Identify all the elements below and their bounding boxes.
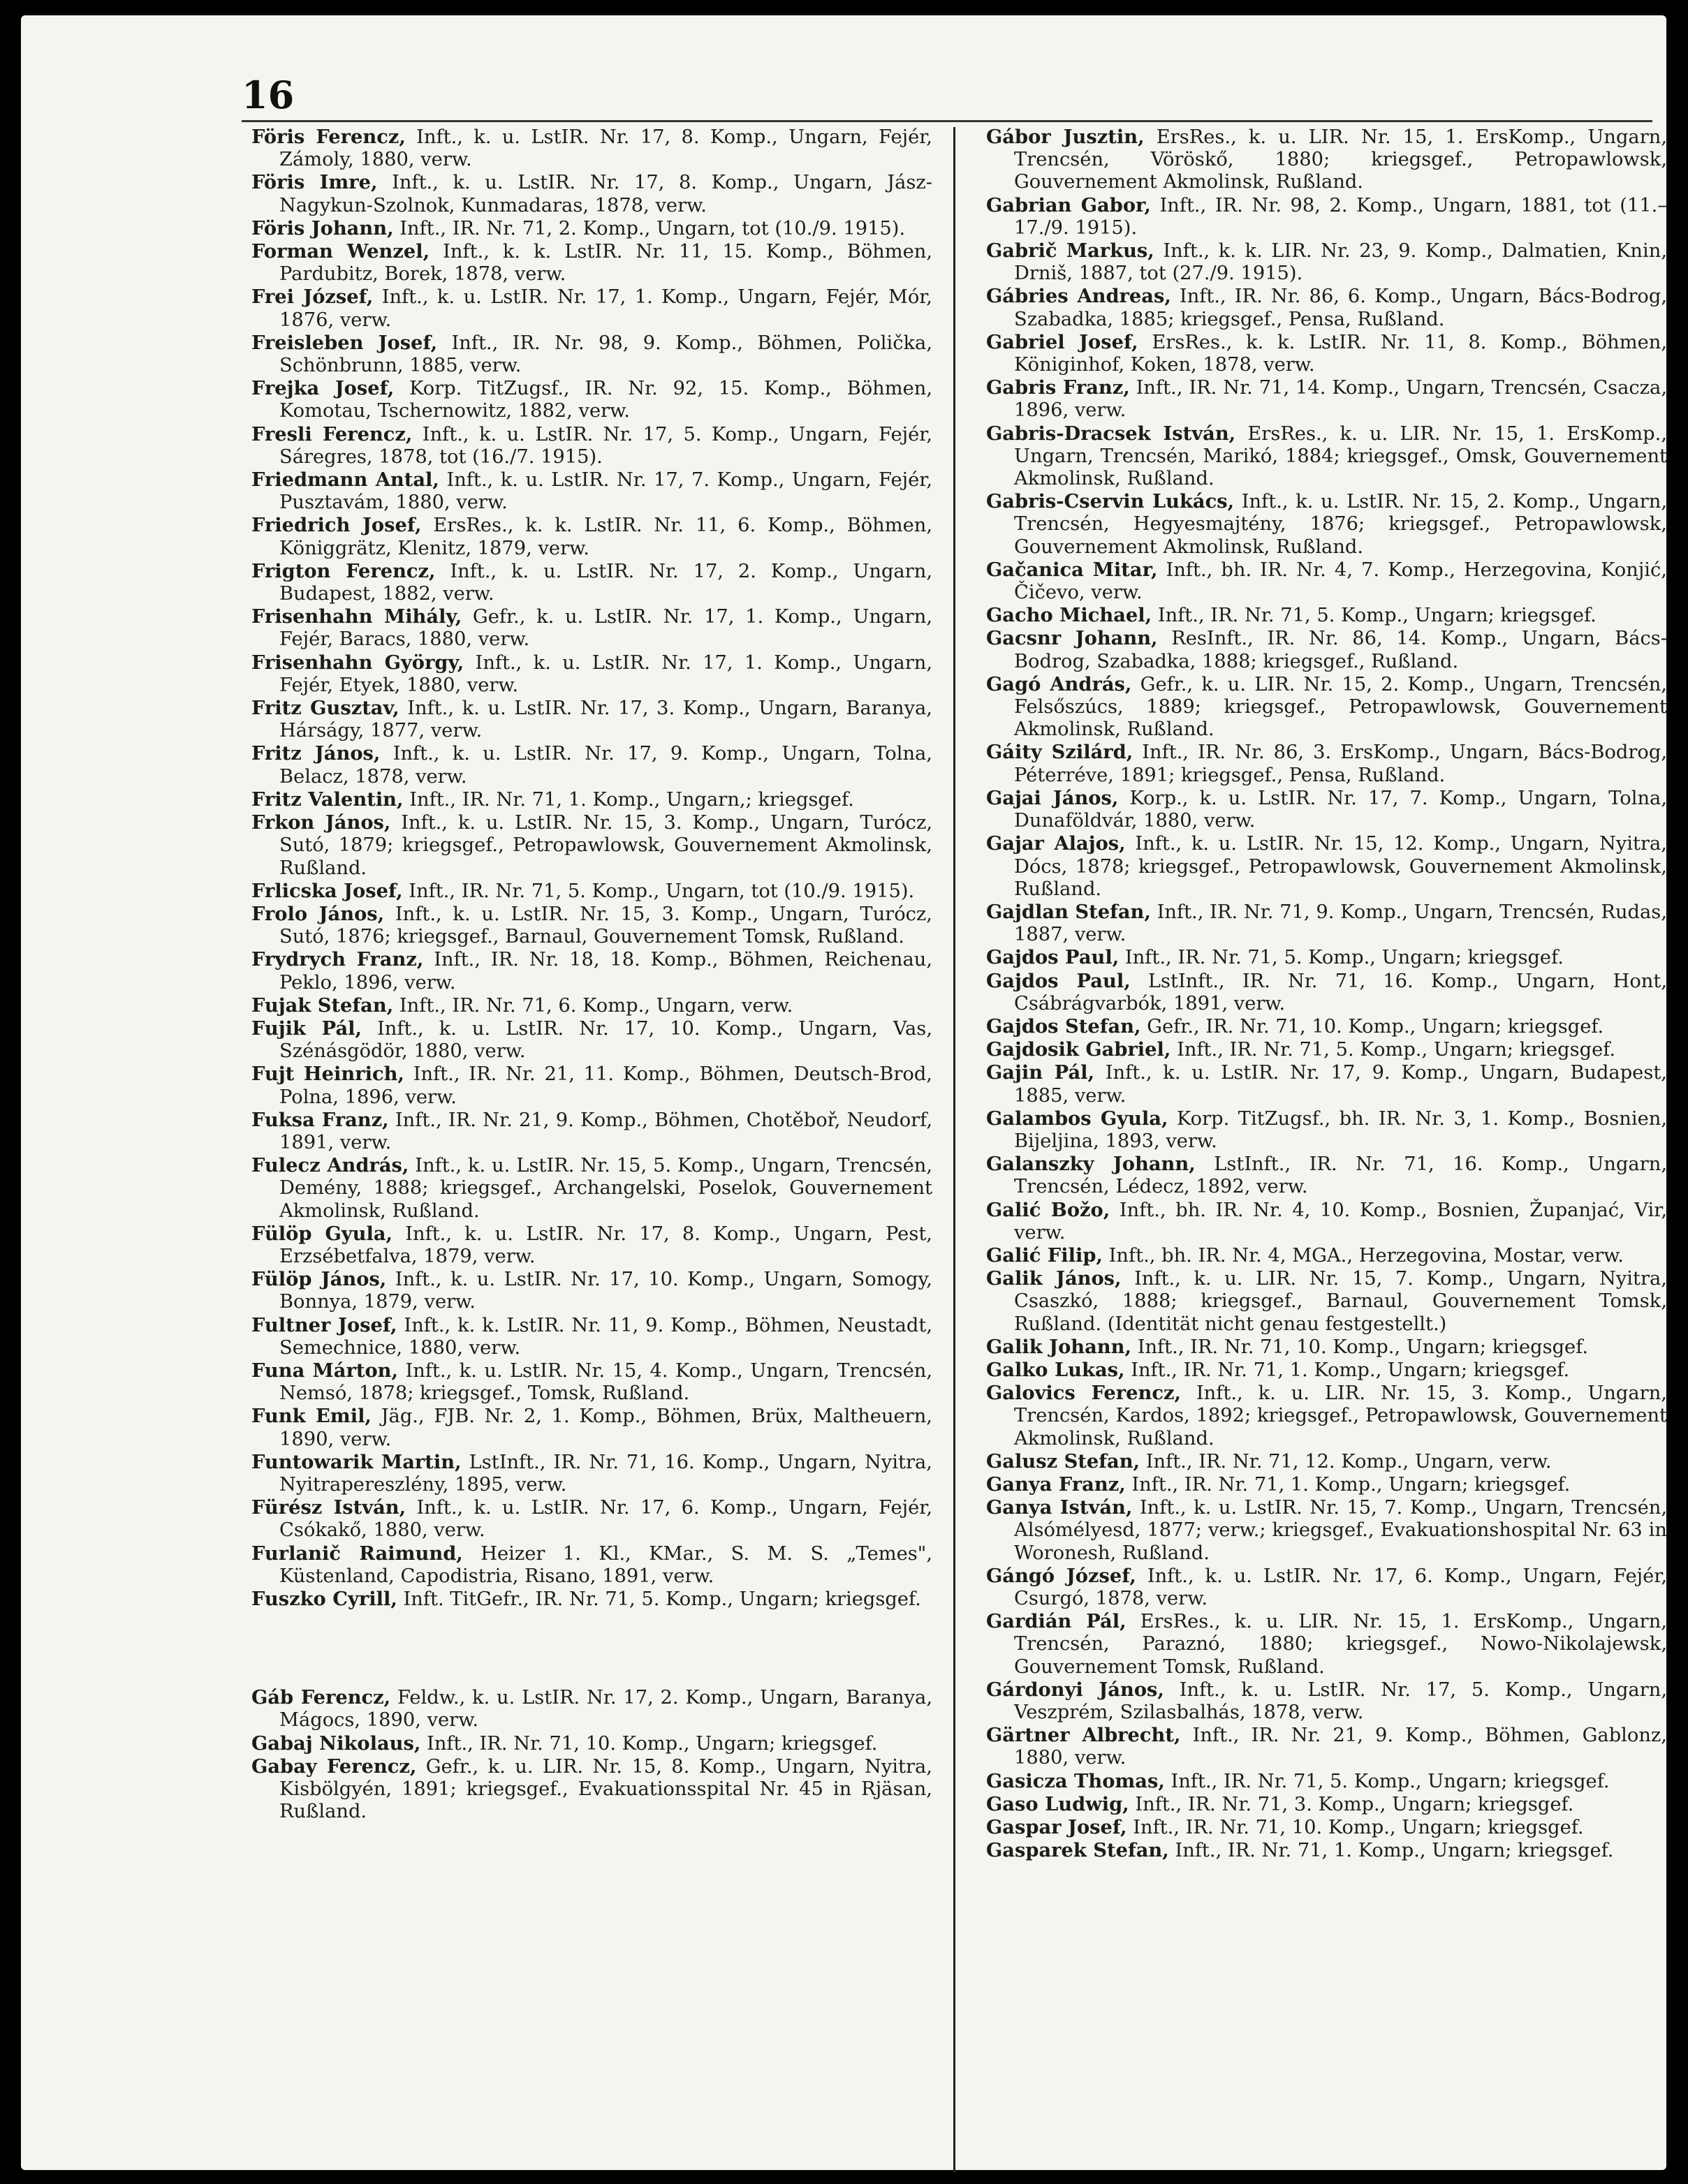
- entry-name: Galovics Ferencz,: [986, 1382, 1181, 1405]
- list-entry: [251, 1359, 932, 1405]
- entry-name: Gajdosik Gabriel,: [986, 1038, 1171, 1061]
- entry-details: Inft., k. u. LstIR. Nr. 17, 8. Komp., Ungarn, Fejér, Zámoly, 1880, verw.: [279, 126, 932, 171]
- entry-name: Gabrič Markus,: [986, 239, 1154, 263]
- entry-name: Gabrian Gabor,: [986, 193, 1151, 216]
- entry-details: Inft., IR. Nr. 71, 1. Komp., Ungarn; kriegsgef.: [1125, 1473, 1571, 1496]
- entry-details: Inft., k. u. LIR. Nr. 15, 3. Komp., Ungarn, Trencsén, Kardos, 1892; kriegsgef., Petropawlowsk, Gouvernement Akmolinsk, Rußland.: [1014, 1382, 1667, 1449]
- entry-name: Funa Márton,: [251, 1359, 398, 1382]
- entry-name: Gáb Ferencz,: [251, 1686, 391, 1709]
- entry-name: Galanszky Johann,: [986, 1153, 1196, 1176]
- entry-details: Gefr., k. u. LstIR. Nr. 17, 1. Komp., Ungarn, Fejér, Baracs, 1880, verw.: [279, 606, 932, 651]
- list-entry: [251, 1405, 932, 1450]
- entry-details: Inft., k. u. LstIR. Nr. 17, 1. Komp., Ungarn, Fejér, Etyek, 1880, verw.: [279, 651, 933, 696]
- entry-details: Inft., k. k. LstIR. Nr. 11, 15. Komp., Böhmen, Pardubitz, Borek, 1878, verw.: [279, 241, 933, 286]
- entry-name: Fuszko Cyrill,: [251, 1588, 397, 1610]
- list-entry: [251, 1017, 932, 1063]
- entry-details: Inft., IR. Nr. 71, 5. Komp., Ungarn; kriegsgef.: [1152, 605, 1597, 627]
- list-entry: [986, 1610, 1667, 1678]
- list-entry: [251, 811, 932, 880]
- entry-details: LstInft., IR. Nr. 71, 16. Komp., Ungarn, Nyitra, Nyitrapereszlény, 1895, verw.: [279, 1451, 932, 1496]
- entry-details: Inft., k. u. LstIR. Nr. 17, 3. Komp., Ungarn, Baranya, Hárságy, 1877, verw.: [279, 698, 932, 742]
- list-entry: [251, 1755, 932, 1824]
- list-entry: [986, 1107, 1667, 1153]
- entry-details: Inft., k. u. LstIR. Nr. 17, 7. Komp., Ungarn, Fejér, Pusztavám, 1880, verw.: [279, 469, 932, 514]
- list-entry: [251, 994, 932, 1017]
- list-entry: [251, 1223, 932, 1268]
- entry-details: ErsRes., k. u. LIR. Nr. 15, 1. ErsKomp., Ungarn, Trencsén, Paraznó, 1880; kriegsgef., Nowo-Nikolajewsk, Gouvernement Tomsk, Rußland.: [1014, 1611, 1667, 1678]
- entry-name: Fürész István,: [251, 1496, 406, 1519]
- entry-details: Feldw., k. u. LstIR. Nr. 17, 2. Komp., Ungarn, Baranya, Mágocs, 1890, verw.: [279, 1687, 933, 1732]
- list-entry: [986, 832, 1667, 901]
- entry-name: Fritz Gusztav,: [251, 697, 399, 720]
- entry-name: Frejka Josef,: [251, 377, 395, 400]
- entry-name: Ganya Franz,: [986, 1473, 1126, 1496]
- entry-name: Galambos Gyula,: [986, 1107, 1168, 1130]
- column-divider: [953, 127, 955, 2173]
- list-entry: [986, 1839, 1667, 1862]
- list-entry: [251, 1268, 932, 1313]
- entry-details: Inft., k. u. LstIR. Nr. 15, 4. Komp., Ungarn, Trencsén, Nemsó, 1878; kriegsgef., Tomsk, Rußland.: [279, 1359, 933, 1405]
- entry-name: Gaso Ludwig,: [986, 1792, 1129, 1815]
- list-entry: [986, 1678, 1667, 1724]
- entry-name: Galik János,: [986, 1267, 1122, 1290]
- list-entry: [251, 171, 932, 216]
- entry-name: Fujak Stefan,: [251, 994, 394, 1017]
- header-rule: [242, 120, 1652, 122]
- entry-details: ErsRes., k. u. LIR. Nr. 15, 1. ErsKomp., Ungarn, Trencsén, Vöröskő, 1880; kriegsgef., Petropawlowsk, Gouvernement Akmolinsk, Rußland.: [1014, 126, 1667, 193]
- list-entry: [986, 673, 1667, 741]
- list-entry: [986, 1061, 1667, 1107]
- entry-details: Inft., k. u. LstIR. Nr. 17, 6. Komp., Ungarn, Fejér, Csókakő, 1880, verw.: [279, 1497, 932, 1542]
- entry-details: Inft., k. u. LstIR. Nr. 17, 9. Komp., Ungarn, Budapest, 1885, verw.: [1014, 1062, 1667, 1107]
- entry-details: ErsRes., k. k. LstIR. Nr. 11, 6. Komp., Böhmen, Königgrätz, Klenitz, 1879, verw.: [279, 515, 932, 559]
- entry-details: Inft., k. k. LstIR. Nr. 11, 9. Komp., Böhmen, Neustadt, Semechnice, 1880, verw.: [279, 1314, 933, 1359]
- list-entry: [986, 126, 1667, 194]
- list-entry: [986, 604, 1667, 627]
- entry-name: Gajar Alajos,: [986, 832, 1126, 855]
- entry-name: Fulecz András,: [251, 1154, 409, 1177]
- list-entry: [986, 331, 1667, 376]
- entry-name: Galusz Stefan,: [986, 1449, 1140, 1473]
- left-entry-list-g: [251, 1686, 932, 1823]
- entry-name: Gasicza Thomas,: [986, 1769, 1165, 1792]
- list-entry: [251, 1063, 932, 1108]
- entry-name: Fülöp Gyula,: [251, 1222, 393, 1245]
- entry-details: ErsRes., k. k. LstIR. Nr. 11, 8. Komp., Böhmen, Königinhof, Koken, 1878, verw.: [1014, 331, 1667, 376]
- entry-name: Friedmann Antal,: [251, 468, 439, 492]
- entry-details: Inft., k. u. LstIR. Nr. 15, 2. Komp., Ungarn, Trencsén, Hegyesmajtény, 1876; kriegsgef., Petropawlowsk, Gouvernement Akmolinsk, Rußland.: [1014, 491, 1668, 558]
- entry-details: Inft., IR. Nr. 18, 18. Komp., Böhmen, Reichenau, Peklo, 1896, verw.: [279, 949, 932, 994]
- entry-name: Frydrych Franz,: [251, 948, 424, 971]
- list-entry: [251, 377, 932, 422]
- list-entry: [986, 901, 1667, 946]
- entry-name: Freisleben Josef,: [251, 331, 438, 354]
- list-entry: [986, 1565, 1667, 1610]
- entry-details: Korp. TitZugsf., bh. IR. Nr. 3, 1. Komp., Bosnien, Bijeljina, 1893, verw.: [1014, 1107, 1668, 1152]
- list-entry: [986, 741, 1667, 786]
- entry-details: Inft., IR. Nr. 71, 1. Komp., Ungarn; kriegsgef.: [1124, 1359, 1570, 1381]
- entry-details: Gefr., k. u. LIR. Nr. 15, 2. Komp., Ungarn, Trencsén, Felsőszúcs, 1889; kriegsgef., Petropawlowsk, Gouvernement Akmolinsk, Rußland.: [1014, 673, 1667, 741]
- entry-name: Gagó András,: [986, 672, 1132, 695]
- entry-details: Inft., IR. Nr. 71, 10. Komp., Ungarn; kriegsgef.: [1131, 1336, 1589, 1358]
- list-entry: [251, 1314, 932, 1359]
- entry-name: Föris Johann,: [251, 216, 394, 239]
- list-entry: [251, 697, 932, 742]
- list-entry: [251, 651, 932, 697]
- entry-details: Inft., IR. Nr. 71, 12. Komp., Ungarn, verw.: [1140, 1450, 1552, 1473]
- entry-details: Inft., IR. Nr. 71, 9. Komp., Ungarn, Trencsén, Rudas, 1887, verw.: [1014, 901, 1667, 946]
- list-entry: [986, 627, 1667, 672]
- list-entry: [986, 970, 1667, 1015]
- entry-name: Fritz Valentin,: [251, 788, 404, 811]
- entry-details: Inft., k. u. LstIR. Nr. 17, 6. Komp., Ungarn, Fejér, Csurgó, 1878, verw.: [1014, 1565, 1667, 1609]
- entry-name: Gacsnr Johann,: [986, 627, 1158, 650]
- entry-details: Inft., k. u. LstIR. Nr. 15, 5. Komp., Ungarn, Trencsén, Demény, 1888; kriegsgef., Archangelski, Poselok, Gouvernement Akmolinsk, Rußland.: [279, 1155, 932, 1222]
- entry-details: Jäg., FJB. Nr. 2, 1. Komp., Böhmen, Brüx, Maltheuern, 1890, verw.: [279, 1405, 932, 1450]
- entry-name: Gángó József,: [986, 1564, 1136, 1587]
- entry-name: Gáity Szilárd,: [986, 741, 1133, 764]
- list-entry: [986, 1359, 1667, 1382]
- entry-name: Fresli Ferencz,: [251, 422, 413, 445]
- entry-name: Gardián Pál,: [986, 1610, 1126, 1633]
- entry-details: Inft., k. u. LstIR. Nr. 15, 3. Komp., Ungarn, Turócz, Sutó, 1876; kriegsgef., Barnaul, Gouvernement Tomsk, Rußland.: [279, 903, 932, 948]
- page-number: 16: [242, 73, 295, 117]
- entry-name: Frigton Ferencz,: [251, 559, 436, 582]
- entry-details: Inft., IR. Nr. 21, 9. Komp., Böhmen, Gablonz, 1880, verw.: [1014, 1725, 1667, 1769]
- entry-details: Inft., IR. Nr. 86, 6. Komp., Ungarn, Bács-Bodrog, Szabadka, 1885; kriegsgef., Pensa, Rußland.: [1014, 286, 1668, 330]
- list-entry: [251, 948, 932, 994]
- entry-name: Gajai János,: [986, 786, 1119, 809]
- entry-details: Inft., k. u. LstIR. Nr. 15, 3. Komp., Ungarn, Turócz, Sutó, 1879; kriegsgef., Petropawlowsk, Gouvernement Akmolinsk, Rußland.: [279, 812, 933, 879]
- list-entry: [986, 1793, 1667, 1816]
- entry-name: Gabris Franz,: [986, 376, 1130, 399]
- entry-details: Inft., IR. Nr. 71, 5. Komp., Ungarn, tot (10./9. 1915).: [402, 880, 915, 902]
- list-entry: [251, 880, 932, 903]
- entry-name: Gajdos Paul,: [986, 969, 1131, 992]
- entry-details: Inft., IR. Nr. 98, 2. Komp., Ungarn, 1881, tot (11.–17./9. 1915).: [1014, 194, 1667, 239]
- list-entry: [986, 1038, 1667, 1061]
- entry-details: Inft., k. u. LstIR. Nr. 17, 5. Komp., Ungarn, Veszprém, Szilasbalhás, 1878, verw.: [1014, 1678, 1668, 1724]
- list-entry: [251, 742, 932, 788]
- list-entry: [986, 1199, 1667, 1244]
- list-entry: [251, 605, 932, 651]
- entry-name: Funtowarik Martin,: [251, 1450, 462, 1473]
- entry-details: Inft., k. k. LIR. Nr. 23, 9. Komp., Dalmatien, Knin, Drniš, 1887, tot (27./9. 1915).: [1014, 240, 1667, 285]
- entry-name: Furlanič Raimund,: [251, 1542, 463, 1565]
- entry-details: LstInft., IR. Nr. 71, 16. Komp., Ungarn, Hont, Csábrágvarbók, 1891, verw.: [1014, 970, 1667, 1014]
- list-entry: [986, 1336, 1667, 1359]
- entry-details: Inft., IR. Nr. 21, 11. Komp., Böhmen, Deutsch-Brod, Polna, 1896, verw.: [279, 1063, 932, 1108]
- entry-name: Frkon János,: [251, 811, 391, 834]
- entry-details: Inft., IR. Nr. 21, 9. Komp., Böhmen, Chotěboř, Neudorf, 1891, verw.: [279, 1109, 932, 1153]
- entry-details: Inft., IR. Nr. 71, 1. Komp., Ungarn; kriegsgef.: [1168, 1840, 1614, 1862]
- section-gap: [251, 1611, 932, 1686]
- entry-name: Gärtner Albrecht,: [986, 1724, 1181, 1747]
- list-entry: [251, 240, 932, 286]
- entry-details: Inft., IR. Nr. 71, 3. Komp., Ungarn; kriegsgef.: [1129, 1793, 1574, 1815]
- entry-details: LstInft., IR. Nr. 71, 16. Komp., Ungarn, Trencsén, Lédecz, 1892, verw.: [1014, 1153, 1667, 1198]
- entry-details: Gefr., k. u. LIR. Nr. 15, 8. Komp., Ungarn, Nyitra, Kisbölgyén, 1891; kriegsgef., Evakuationsspital Nr. 45 in Rjäsan, Rußland.: [279, 1755, 932, 1823]
- entry-details: Inft., k. u. LstIR. Nr. 17, 8. Komp., Ungarn, Pest, Erzsébetfalva, 1879, verw.: [279, 1223, 932, 1267]
- list-entry: [251, 1732, 932, 1755]
- entry-name: Gajdlan Stefan,: [986, 900, 1151, 923]
- entry-details: Inft., k. u. LstIR. Nr. 17, 8. Komp., Ungarn, Jász-Nagykun-Szolnok, Kunmadaras, 1878, verw.: [279, 172, 932, 216]
- list-entry: [986, 285, 1667, 330]
- list-entry: [986, 1015, 1667, 1038]
- entry-details: Inft., k. u. LstIR. Nr. 15, 7. Komp., Ungarn, Trencsén, Alsómélyesd, 1877; verw.; kriegsgef., Evakuationshospital Nr. 63 in Woronesh, Rußland.: [1014, 1497, 1668, 1564]
- list-entry: [251, 903, 932, 948]
- list-entry: [986, 376, 1667, 422]
- entry-details: Inft., IR. Nr. 71, 14. Komp., Ungarn, Trencsén, Csacza, 1896, verw.: [1014, 377, 1667, 422]
- list-entry: [251, 126, 932, 171]
- entry-details: Inft., bh. IR. Nr. 4, MGA., Herzegovina, Mostar, verw.: [1102, 1244, 1624, 1267]
- entry-details: Inft., bh. IR. Nr. 4, 10. Komp., Bosnien, Županjać, Vir, verw.: [1014, 1199, 1667, 1244]
- list-entry: [251, 1542, 932, 1588]
- entry-details: Inft., IR. Nr. 71, 2. Komp., Ungarn, tot (10./9. 1915).: [393, 217, 906, 239]
- entry-name: Gárdonyi János,: [986, 1678, 1164, 1701]
- entry-details: Inft., IR. Nr. 71, 5. Komp., Ungarn; kriegsgef.: [1170, 1039, 1616, 1061]
- entry-details: Inft., k. u. LIR. Nr. 15, 7. Komp., Ungarn, Nyitra, Csaszkó, 1888; kriegsgef., Barnaul, Gouvernement Tomsk, Rußland. (Identität nicht genau festgestellt.): [1014, 1268, 1667, 1335]
- entry-name: Gabris-Dracsek István,: [986, 422, 1236, 445]
- list-entry: [251, 514, 932, 559]
- entry-name: Gajdos Paul,: [986, 946, 1120, 969]
- list-entry: [986, 1724, 1667, 1769]
- entry-details: Inft., bh. IR. Nr. 4, 7. Komp., Herzegovina, Konjić, Čičevo, verw.: [1014, 559, 1667, 604]
- entry-name: Funk Emil,: [251, 1405, 372, 1428]
- list-entry: [251, 332, 932, 377]
- entry-name: Gabriel Josef,: [986, 330, 1138, 353]
- list-entry: [986, 559, 1667, 604]
- list-entry: [986, 1450, 1667, 1473]
- entry-details: Korp., k. u. LstIR. Nr. 17, 7. Komp., Ungarn, Tolna, Dunaföldvár, 1880, verw.: [1014, 787, 1668, 832]
- right-column: [986, 126, 1667, 1862]
- list-entry: [251, 468, 932, 514]
- entry-name: Gabaj Nikolaus,: [251, 1732, 421, 1755]
- document-page: [21, 15, 1666, 2170]
- entry-details: Heizer 1. Kl., KMar., S. M. S. „Temes", Küstenland, Capodistria, Risano, 1891, verw.: [279, 1542, 932, 1587]
- entry-name: Ganya István,: [986, 1496, 1133, 1519]
- entry-name: Gabay Ferencz,: [251, 1755, 417, 1778]
- list-entry: [986, 1770, 1667, 1793]
- entry-details: Inft., k. u. LstIR. Nr. 17, 5. Komp., Ungarn, Fejér, Sáregres, 1878, tot (16./7. 1915).: [279, 423, 933, 468]
- entry-name: Frlicska Josef,: [251, 879, 403, 902]
- right-entry-list: [986, 126, 1667, 1862]
- list-entry: [986, 422, 1667, 491]
- list-entry: [986, 1267, 1667, 1336]
- list-entry: [251, 1109, 932, 1154]
- entry-name: Galić Božo,: [986, 1198, 1110, 1221]
- entry-name: Gacho Michael,: [986, 604, 1152, 627]
- entry-details: Gefr., IR. Nr. 71, 10. Komp., Ungarn; kriegsgef.: [1140, 1015, 1604, 1038]
- left-entry-list: [251, 126, 932, 1611]
- entry-name: Frisenhahn György,: [251, 651, 464, 674]
- list-entry: [986, 946, 1667, 969]
- entry-name: Gaspar Josef,: [986, 1816, 1127, 1839]
- entry-details: Inft. TitGefr., IR. Nr. 71, 5. Komp., Ungarn; kriegsgef.: [397, 1588, 921, 1610]
- entry-details: Inft., IR. Nr. 71, 6. Komp., Ungarn, verw.: [393, 994, 793, 1017]
- entry-details: ErsRes., k. u. LIR. Nr. 15, 1. ErsKomp., Ungarn, Trencsén, Marikó, 1884; kriegsgef., Omsk, Gouvernement Akmolinsk, Rußland.: [1014, 422, 1667, 490]
- entry-name: Fultner Josef,: [251, 1313, 397, 1336]
- entry-details: Inft., IR. Nr. 71, 5. Komp., Ungarn; kriegsgef.: [1119, 947, 1564, 969]
- entry-name: Gabris-Cservin Lukács,: [986, 490, 1235, 513]
- entry-name: Fujt Heinrich,: [251, 1063, 404, 1086]
- entry-name: Gábor Jusztin,: [986, 126, 1145, 148]
- entry-name: Galić Filip,: [986, 1244, 1103, 1267]
- entry-name: Föris Ferencz,: [251, 126, 406, 148]
- entry-name: Gajin Pál,: [986, 1061, 1095, 1084]
- entry-name: Frolo János,: [251, 902, 385, 925]
- entry-name: Frisenhahn Mihály,: [251, 605, 462, 628]
- list-entry: [251, 1154, 932, 1223]
- entry-details: Inft., k. u. LstIR. Nr. 17, 10. Komp., Ungarn, Somogy, Bonnya, 1879, verw.: [279, 1269, 932, 1313]
- entry-name: Fülöp János,: [251, 1268, 387, 1291]
- list-entry: [986, 1153, 1667, 1198]
- entry-name: Frei József,: [251, 286, 374, 309]
- entry-details: Inft., IR. Nr. 71, 10. Komp., Ungarn; kriegsgef.: [420, 1732, 878, 1755]
- entry-details: Inft., IR. Nr. 71, 1. Komp., Ungarn,; kriegsgef.: [403, 788, 854, 811]
- list-entry: [986, 787, 1667, 832]
- entry-name: Galko Lukas,: [986, 1358, 1125, 1381]
- entry-name: Forman Wenzel,: [251, 240, 430, 263]
- entry-details: ResInft., IR. Nr. 86, 14. Komp., Ungarn, Bács-Bodrog, Szabadka, 1888; kriegsgef., Rußland.: [1014, 628, 1667, 672]
- entry-name: Föris Imre,: [251, 171, 378, 194]
- list-entry: [986, 1244, 1667, 1267]
- entry-name: Gasparek Stefan,: [986, 1839, 1169, 1862]
- list-entry: [986, 1473, 1667, 1496]
- entry-details: Inft., k. u. LstIR. Nr. 17, 9. Komp., Ungarn, Tolna, Belacz, 1878, verw.: [279, 743, 932, 788]
- list-entry: [986, 1496, 1667, 1565]
- entry-details: Inft., IR. Nr. 71, 10. Komp., Ungarn; kriegsgef.: [1126, 1817, 1584, 1839]
- list-entry: [986, 1382, 1667, 1450]
- entry-name: Fujik Pál,: [251, 1017, 362, 1040]
- entry-name: Friedrich Josef,: [251, 514, 422, 537]
- entry-name: Galik Johann,: [986, 1335, 1132, 1358]
- list-entry: [251, 286, 932, 331]
- list-entry: [251, 217, 932, 240]
- list-entry: [251, 1496, 932, 1542]
- entry-name: Gajdos Stefan,: [986, 1014, 1141, 1038]
- left-column: [251, 126, 932, 1823]
- entry-details: Inft., k. u. LstIR. Nr. 15, 12. Komp., Ungarn, Nyitra, Dócs, 1878; kriegsgef., Petropawlowsk, Gouvernement Akmolinsk, Rußland.: [1014, 833, 1667, 900]
- entry-name: Fritz János,: [251, 742, 381, 765]
- entry-details: Korp. TitZugsf., IR. Nr. 92, 15. Komp., Böhmen, Komotau, Tschernowitz, 1882, verw.: [279, 378, 932, 422]
- entry-details: Inft., IR. Nr. 86, 3. ErsKomp., Ungarn, Bács-Bodrog, Péterréve, 1891; kriegsgef., Pensa, Rußland.: [1014, 741, 1668, 786]
- list-entry: [251, 1686, 932, 1732]
- list-entry: [986, 1816, 1667, 1839]
- entry-details: Inft., k. u. LstIR. Nr. 17, 2. Komp., Ungarn, Budapest, 1882, verw.: [279, 560, 932, 605]
- list-entry: [251, 1451, 932, 1496]
- entry-details: Inft., k. u. LstIR. Nr. 17, 10. Komp., Ungarn, Vas, Szénásgödör, 1880, verw.: [279, 1017, 932, 1063]
- entry-details: Inft., IR. Nr. 71, 5. Komp., Ungarn; kriegsgef.: [1164, 1770, 1610, 1792]
- entry-name: Gačanica Mitar,: [986, 558, 1158, 581]
- entry-details: Inft., k. u. LstIR. Nr. 17, 1. Komp., Ungarn, Fejér, Mór, 1876, verw.: [279, 286, 932, 331]
- list-entry: [251, 560, 932, 605]
- list-entry: [251, 1588, 932, 1611]
- entry-details: Inft., IR. Nr. 98, 9. Komp., Böhmen, Polička, Schönbrunn, 1885, verw.: [279, 332, 932, 377]
- entry-name: Fuksa Franz,: [251, 1108, 389, 1131]
- list-entry: [986, 194, 1667, 239]
- list-entry: [251, 423, 932, 468]
- entry-name: Gábries Andreas,: [986, 285, 1171, 308]
- list-entry: [986, 239, 1667, 285]
- list-entry: [251, 788, 932, 811]
- list-entry: [986, 490, 1667, 559]
